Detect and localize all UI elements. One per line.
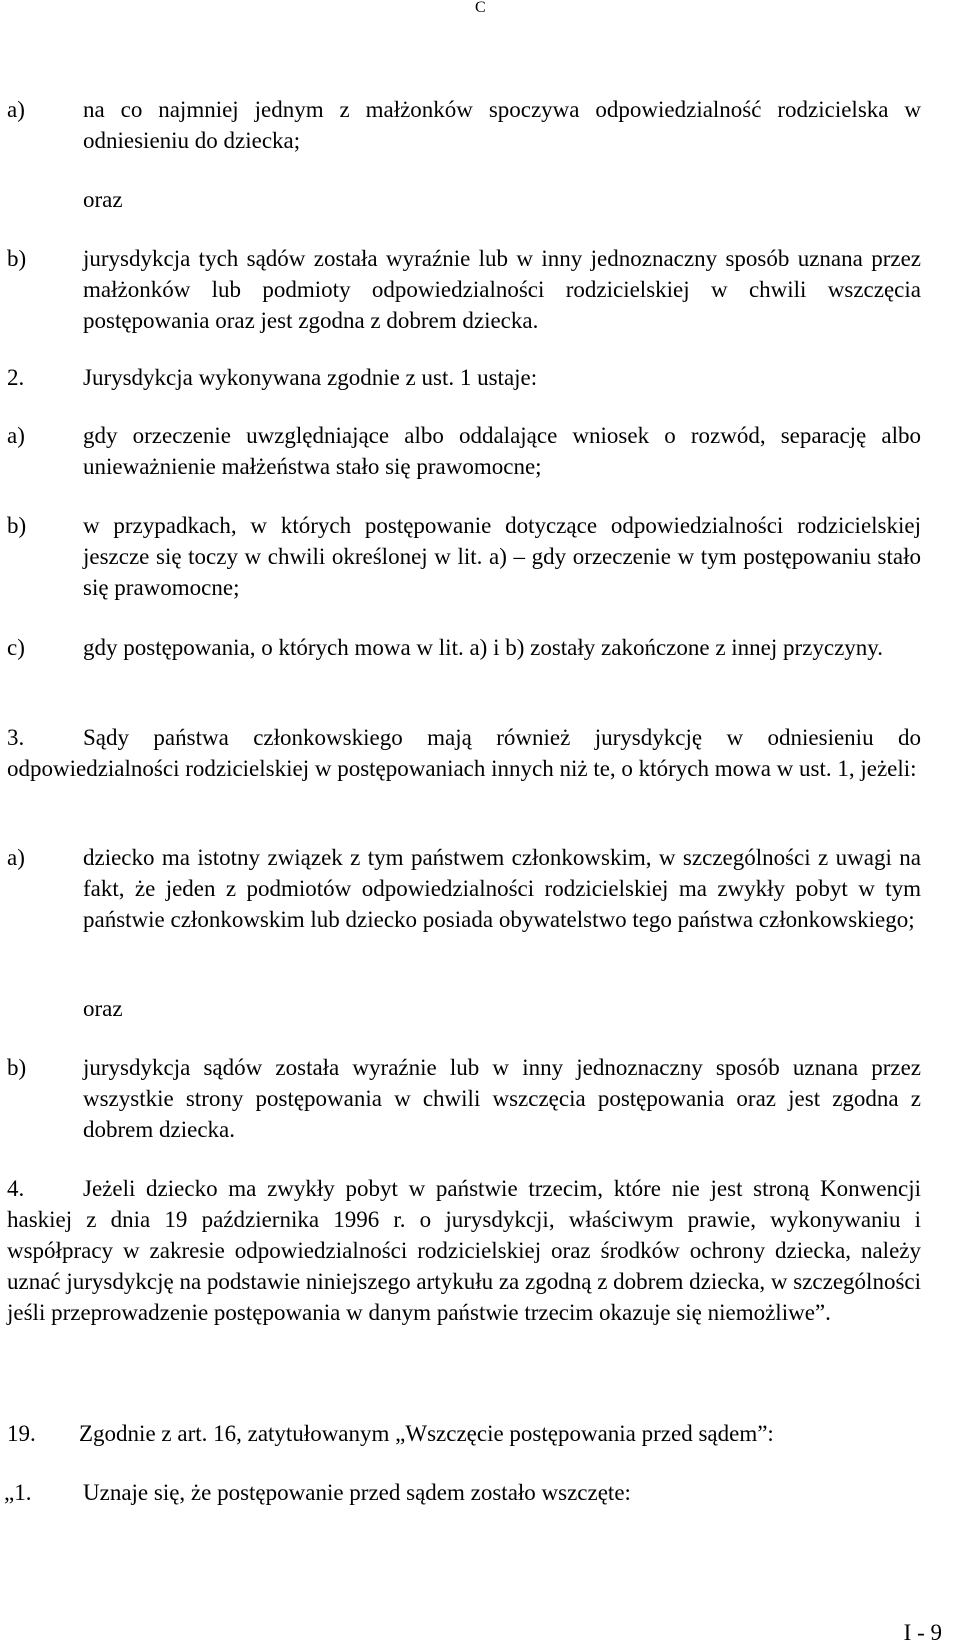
paragraph-number: 19.	[7, 1421, 36, 1446]
paragraph-number: 4.	[7, 1176, 25, 1201]
item-text: na co najmniej jednym z małżonków spoczywa odpowiedzialność rodzicielska w odniesieniu do dziecka;	[83, 97, 921, 153]
item-label: c)	[7, 635, 25, 660]
item-label: b)	[7, 1055, 27, 1080]
paragraph-number: 3.	[7, 725, 25, 750]
item-label: b)	[7, 513, 27, 538]
connector-word: oraz	[83, 996, 123, 1021]
paragraph-number: 2.	[7, 365, 25, 390]
item-text: w przypadkach, w których postępowanie dotyczące odpowiedzialności rodzicielskiej jeszcze się toczy w chwili określonej w lit. a) – gdy orzeczenie w tym postępowaniu stało się prawomocne;	[83, 513, 921, 600]
connector-word: oraz	[83, 187, 123, 212]
item-label: b)	[7, 246, 27, 271]
page-header-mark: C	[475, 0, 486, 16]
paragraph-text: 4. Jeżeli dziecko ma zwykły pobyt w państwie trzecim, które nie jest stroną Konwencji haskiej z dnia 19 października 1996 r. o jurysdykcji, właściwym prawie, wykonywaniu i współpracy w zakresie odpowiedzialności rodzicielskiej oraz środków ochrony dziecka, należy uznać jurysdykcję na podstawie niniejszego artykułu za zgodną z dobrem dziecka, w szczególności jeśli przeprowadzenie postępowania w danym państwie trzecim okazuje się niemożliwe”.	[7, 1173, 921, 1328]
paragraph-text: Jurysdykcja wykonywana zgodnie z ust. 1 ustaje:	[83, 365, 538, 390]
item-text: jurysdykcja sądów została wyraźnie lub w inny jednoznaczny sposób uznana przez wszystkie strony postępowania w chwili wszczęcia postępowania oraz jest zgodna z dobrem dziecka.	[83, 1055, 921, 1142]
page-number: I - 9	[903, 1620, 942, 1645]
item-label: a)	[7, 845, 25, 870]
item-label: a)	[7, 97, 25, 122]
paragraph-text: 3. Sądy państwa członkowskiego mają również jurysdykcję w odniesieniu do odpowiedzialności rodzicielskiej w postępowaniach innych niż te, o których mowa w ust. 1, jeżeli:	[7, 722, 921, 784]
paragraph-text: Uznaje się, że postępowanie przed sądem zostało wszczęte:	[83, 1480, 631, 1505]
paragraph-text: Zgodnie z art. 16, zatytułowanym „Wszczęcie postępowania przed sądem”:	[79, 1421, 774, 1446]
item-text: gdy postępowania, o których mowa w lit. a) i b) zostały zakończone z innej przyczyny.	[83, 635, 884, 660]
item-text: dziecko ma istotny związek z tym państwem członkowskim, w szczególności z uwagi na fakt, że jeden z podmiotów odpowiedzialności rodzicielskiej ma zwykły pobyt w tym państwie członkowskim lub dziecko posiada obywatelstwo tego państwa członkowskiego;	[83, 845, 921, 932]
item-text: jurysdykcja tych sądów została wyraźnie lub w inny jednoznaczny sposób uznana przez małżonków lub podmioty odpowiedzialności rodzicielskiej w chwili wszczęcia postępowania oraz jest zgodna z dobrem dziecka.	[83, 246, 921, 333]
paragraph-number: „1.	[4, 1480, 32, 1505]
item-text: gdy orzeczenie uwzględniające albo oddalające wniosek o rozwód, separację albo unieważnienie małżeństwa stało się prawomocne;	[83, 423, 921, 479]
item-label: a)	[7, 423, 25, 448]
